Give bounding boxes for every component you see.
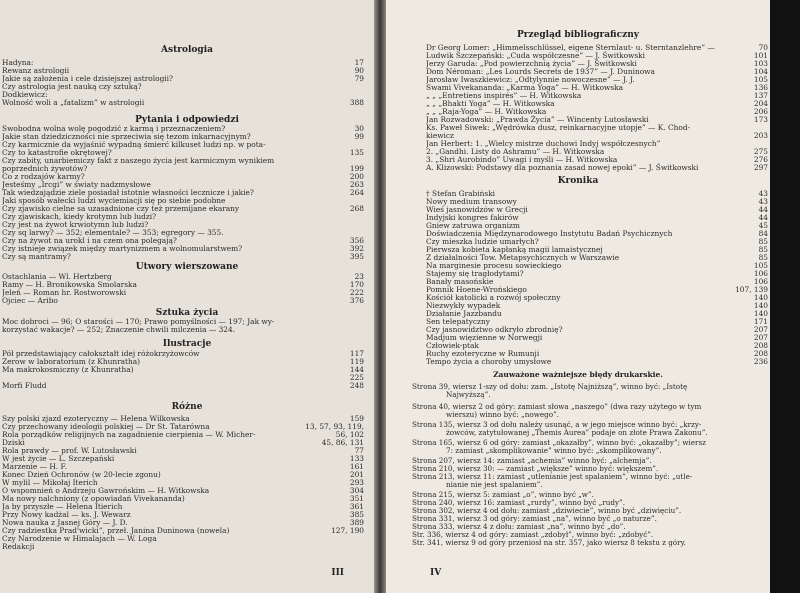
entry-title: Zerow w laboratorium (z Khunratha)	[2, 357, 141, 366]
entry-title: Jarosław Iwaszkiewicz: „Odtylynnie nowoczesne” — J. J.	[426, 75, 635, 84]
entry-page-number: 208	[753, 341, 768, 350]
entry-page-number: 135	[349, 148, 364, 157]
entry-title: 2. „Gandhi. Listy do Ashramu” — H. Witkowska	[426, 147, 605, 156]
toc-entry	[0, 296, 374, 306]
entry-title: Dziski	[2, 438, 25, 447]
entry-page-number: 101	[753, 51, 768, 60]
entry-title: Rola porządków religijnych na zagadnienie cierpienia — W. Micher-	[2, 430, 256, 439]
section-heading: Kronika	[557, 176, 599, 186]
entry-page-number: 103	[753, 59, 768, 68]
entry-title: Marzenie — H. F.	[2, 462, 67, 471]
entry-page-number: 389	[349, 518, 364, 527]
errata-line: Str. 341, wiersz 9 od góry przeniosł na str. 357, jako wiersz 8 tekstu z góry.	[412, 538, 686, 547]
entry-title: Ojciec — Aribo	[2, 296, 58, 305]
entry-page-number: 376	[349, 296, 364, 305]
entry-page-number: 264	[349, 188, 364, 197]
entry-page-number: 137	[753, 91, 768, 100]
entry-page-number: 105	[753, 75, 768, 84]
entry-title: Jan Rozwadowski: „Prawda Życia” — Wincenty Lutosławski	[426, 115, 649, 124]
entry-title: Co z rodzajów karmy?	[2, 172, 85, 181]
errata-line: Najwyższą”.	[446, 390, 491, 399]
section-heading: Utwory wierszowane	[135, 262, 239, 272]
entry-page-number: 297	[753, 163, 768, 172]
entry-title: Sen telepatyczny	[426, 317, 490, 326]
entry-page-number: 161	[349, 462, 364, 471]
left-page	[0, 0, 374, 593]
entry-title: Czy zjawisko cielne sa uzasadnione czy też przemijane ekarany	[2, 204, 240, 213]
entry-title: Czy astrologia jest nauką czy sztuką?	[2, 82, 142, 91]
entry-title: Czy zjawiskach, kiedy krotymn lub ludzi?	[2, 212, 157, 221]
entry-page-number: 133	[349, 454, 364, 463]
entry-page-number: 105	[753, 261, 768, 270]
entry-page-number: 30	[354, 124, 364, 133]
errata-line: wierszu) winno być: „nowego”.	[446, 410, 560, 419]
entry-page-number: 45, 86, 131	[321, 438, 364, 447]
errata-line: Strona 210, wiersz 30: — zamiast „większe” winno być: większem”.	[412, 464, 659, 473]
entry-page-number: 144	[349, 365, 364, 374]
entry-title: Szy polski zjazd ezoteryczny — Helena Wilkowska	[2, 414, 190, 423]
entry-title: „ „ „Raja-Yoga” — H. Witkowska	[426, 107, 547, 116]
entry-title: Dom Néroman: „Les Lourds Secrets de 1937” — J. Duninowa	[426, 67, 655, 76]
entry-title: Pierwsza kobieta kapłanką magii lamaistycznej	[426, 245, 603, 254]
entry-title: korzystać wakacje? — 252; Znaczenie chwili milczenia — 324.	[2, 325, 236, 334]
entry-title: Jaki sposób wałecki ludzi wyciemiacji się po siebie podobne	[2, 196, 226, 205]
errata-line: Strona 207, wiersz 14: zamiast „achemia” winno być: „alchemja”.	[412, 456, 652, 465]
errata-line: Strona 302, wiersz 4 od dołu: zamiast „dziwiecie”, winno być „dziwięciu”.	[412, 506, 682, 515]
entry-page-number: 275	[753, 147, 768, 156]
entry-page-number: 13, 57, 93, 119,	[305, 422, 364, 431]
entry-title: Czy zabity, unarbiemiczy fakt z naszego życia jest karmicznym wynikiem	[2, 156, 275, 165]
right-page	[386, 0, 770, 593]
entry-page-number: 85	[758, 237, 768, 246]
entry-title: Hadyna:	[2, 58, 34, 67]
entry-title: Czy radziestka Prad'wicki”, przeł. Janina Duninowa (nowela)	[2, 526, 230, 535]
entry-page-number: 351	[349, 494, 364, 503]
section-heading: Astrologia	[161, 45, 213, 55]
entry-page-number: 385	[349, 510, 364, 519]
entry-title: Stajemy się tragłodytami?	[426, 269, 524, 278]
entry-title: kiewicz	[426, 131, 454, 140]
entry-page-number: 107, 139	[735, 285, 768, 294]
page-number: IV	[430, 568, 442, 578]
entry-page-number: 43	[758, 197, 768, 206]
entry-page-number: 304	[349, 486, 364, 495]
errata-line: Strona 213, wiersz 11: zamiast „utlenianie jest spalaniem”, winno być: „utle-	[412, 472, 693, 481]
entry-title: „ „ „Entretiens inspirés” — H. Witkowska	[426, 91, 582, 100]
entry-title: Jeleń — Roman hr. Rostworowski	[2, 288, 127, 297]
entry-title: Czy jest na żywot krwiotymn lub ludzi?	[2, 220, 149, 229]
entry-page-number: 222	[349, 288, 364, 297]
entry-title: Dr Georg Lomer: „Himmelsschlüssel, eigene Sternlaut- u. Sterntanzlehre” —	[426, 43, 715, 52]
entry-title: Dodkiewicz:	[2, 90, 48, 99]
entry-page-number: 203	[753, 131, 768, 140]
entry-title: Tak wiedzajądzie ziele posiadał istotnie własności lecznicze i jakie?	[2, 188, 254, 197]
errata-heading: Zauważone ważniejsze błędy drukarskie.	[493, 370, 663, 379]
entry-page-number: 208	[753, 349, 768, 358]
toc-entry	[386, 163, 770, 173]
entry-title: Ostachlania — Wl. Hertzberg	[2, 272, 112, 281]
entry-title: Pomnik Hoene-Wrońskiego	[426, 285, 527, 294]
entry-title: Morfi Fludd	[2, 381, 47, 390]
book-gutter	[374, 0, 386, 593]
entry-title: Indyjski kongres fakirów	[426, 213, 519, 222]
entry-title: Jakie są założenia i cele dzisiejszej astrologii?	[2, 74, 173, 83]
entry-title: Czy sq larwy? — 352; elementale? — 353; egregory — 355.	[2, 228, 224, 237]
entry-title: Doświadczenia Międzynarodowego Instytutu Badań Psychicznych	[426, 229, 673, 238]
entry-page-number: 104	[753, 67, 768, 76]
entry-title: Czy istnieje związek między martynizmem a wolnomularstwem?	[2, 244, 243, 253]
entry-page-number: 388	[349, 98, 364, 107]
errata-line: Strona 331, wiersz 3 od góry: zamiast „na”, winno być „o naturze”.	[412, 514, 657, 523]
entry-title: Jesteśmy „Ircgi” w światy nadzmysłowe	[2, 180, 151, 189]
background-edge	[770, 0, 800, 593]
entry-page-number: 248	[349, 381, 364, 390]
entry-title: Madjum więzienne w Norwegji	[426, 333, 543, 342]
entry-page-number: 70	[758, 43, 768, 52]
entry-page-number: 204	[753, 99, 768, 108]
entry-page-number: 159	[349, 414, 364, 423]
entry-title: Czy na żywot na urokl i na czem ona polegają?	[2, 236, 177, 245]
entry-title: Niezwykły wypadek	[426, 301, 501, 310]
entry-page-number: 207	[753, 333, 768, 342]
toc-entry	[0, 98, 374, 108]
entry-page-number: 106	[753, 269, 768, 278]
toc-entry	[386, 357, 770, 367]
toc-entry	[0, 252, 374, 262]
entry-title: Czy Narodzenie w Himalajach — W. Loga	[2, 534, 157, 543]
entry-title: Ma makrokosmiczny (z Khunratha)	[2, 365, 134, 374]
entry-page-number: 395	[349, 252, 364, 261]
entry-page-number: 140	[753, 309, 768, 318]
errata-line: Strona 40, wiersz 2 od góry: zamiast słowa „naszego” (dwa razy użytego w tym	[412, 402, 702, 411]
entry-page-number: 225	[349, 373, 364, 382]
entry-title: O wspomnień o Andrzeju Gawrońskim — H. Witkowska	[2, 486, 210, 495]
entry-title: Działanie Jazzbandu	[426, 309, 502, 318]
entry-title: Rola prawdy — prof. W. Lutosławski	[2, 446, 137, 455]
entry-title: Ks. Paweł Siwek: „Wędrówka dusz, reinkarnacyjne utopje” — K. Chod-	[426, 123, 691, 132]
entry-title: Ludwik Szczepański: „Cuda współczesne” — J. Świtkowski	[426, 51, 645, 60]
section-heading: Przegląd bibliograficzny	[517, 30, 639, 40]
entry-title: Ramy — H. Bronikowska Smolarska	[2, 280, 137, 289]
entry-title: Banały masońskie	[426, 277, 494, 286]
entry-page-number: 56, 102	[335, 430, 364, 439]
entry-page-number: 206	[753, 107, 768, 116]
entry-page-number: 136	[753, 83, 768, 92]
entry-title: Przy Nowy kadżal — ks. J. Wewarz	[2, 510, 131, 519]
entry-page-number: 356	[349, 236, 364, 245]
entry-title: Ja by przyszłe — Helena Itierich	[2, 502, 123, 511]
entry-title: Swobodna wolna wolę pogodzić z karmą i przeznaczeniem?	[2, 124, 226, 133]
entry-title: Jakie stan dziedziczności nie sprzeciwia się tezom inkarnacyjnym?	[2, 132, 251, 141]
entry-title: Czy karmicznie da wyjaśnić wypadną śmierć kilkuset ludzi np. w pota-	[2, 140, 266, 149]
entry-title: Czy to katastrofie okrętowej?	[2, 148, 112, 157]
entry-title: Kościół katolicki a rozwój społeczny	[426, 293, 561, 302]
entry-page-number: 99	[354, 132, 364, 141]
errata-line: Strona 215, wiersz 5: zamiast „o”, winno być „w”.	[412, 490, 594, 499]
entry-page-number: 90	[354, 66, 364, 75]
entry-title: 3. „Shri Aurobindo” Uwagi i myśli — H. Witkowska	[426, 155, 618, 164]
entry-title: Na marginesie procesu sowieckiego	[426, 261, 562, 270]
entry-title: Gniew zatruwa organizm	[426, 221, 520, 230]
entry-title: Czy jasnowidztwo odkryło zbrodnię?	[426, 325, 563, 334]
entry-page-number: 17	[354, 58, 364, 67]
errata-line: Strona 333, wiersz 4 z dołu: zamiast „na”, winno być „do”.	[412, 522, 626, 531]
entry-page-number: 85	[758, 245, 768, 254]
entry-page-number: 171	[753, 317, 768, 326]
entry-page-number: 199	[349, 164, 364, 173]
entry-page-number: 44	[758, 205, 768, 214]
section-heading: Ilustracje	[162, 339, 212, 349]
entry-title: Wolność woli a „fatalizm” w astrologii	[2, 98, 145, 107]
entry-page-number: 45	[758, 221, 768, 230]
entry-title: Pół przedstawiający całokształt idej różokrzyżowców	[2, 349, 200, 358]
entry-title: Ruchy ezoteryczne w Rumunji	[426, 349, 540, 358]
errata-line: nianie nie jest spalaniem”.	[446, 480, 543, 489]
entry-title: „ „ „Bhakti Yoga” — H. Witkowska	[426, 99, 555, 108]
entry-title: Wieś jasnowidzów w Grecji	[426, 205, 528, 214]
entry-title: Czy przechowany ideologii polskiej — Dr St. Tatarówna	[2, 422, 210, 431]
entry-title: Swami Vivekananda: „Karma Yoga” — H. Witkowska	[426, 83, 624, 92]
entry-page-number: 127, 190	[331, 526, 364, 535]
entry-page-number: 201	[349, 470, 364, 479]
entry-title: Czy mieszka ludzie umarłych?	[426, 237, 539, 246]
errata-line: Strona 39, wiersz 1-szy od dołu: zam. „Istotę Najniższą”, winno być: „Istotę	[412, 382, 688, 391]
entry-title: poprzednich żywotów?	[2, 164, 88, 173]
entry-page-number: 77	[354, 446, 364, 455]
entry-title: Rewanz astrologii	[2, 66, 70, 75]
errata-line: 7: zamiast „skomplikowanie” winno być: „skomplikowany”.	[446, 446, 662, 455]
entry-page-number: 84	[758, 229, 768, 238]
entry-page-number: 43	[758, 189, 768, 198]
entry-page-number: 117	[349, 349, 364, 358]
toc-entry	[0, 381, 374, 391]
errata-line: Str. 336, wiersz 4 od góry: zamiast „zdobył”, winno być: „zdobyć”.	[412, 530, 654, 539]
entry-title: Tempo życia a choroby umysłowe	[426, 357, 552, 366]
entry-page-number: 361	[349, 502, 364, 511]
entry-title: † Stefan Grabiński	[426, 189, 496, 198]
toc-entry	[0, 325, 374, 335]
section-heading: Pytania i odpowiedzi	[135, 115, 239, 125]
entry-page-number: 276	[753, 155, 768, 164]
entry-page-number: 236	[753, 357, 768, 366]
toc-entry	[0, 542, 374, 552]
entry-page-number: 173	[753, 115, 768, 124]
entry-page-number: 79	[354, 74, 364, 83]
page-number: III	[331, 568, 344, 578]
entry-page-number: 119	[349, 357, 364, 366]
section-heading: Różne	[171, 402, 203, 412]
entry-page-number: 263	[349, 180, 364, 189]
entry-title: Nowy medium transowy	[426, 197, 517, 206]
entry-page-number: 392	[349, 244, 364, 253]
entry-title: W jest życie — L. Szczepański	[2, 454, 115, 463]
entry-page-number: 200	[349, 172, 364, 181]
entry-page-number: 44	[758, 213, 768, 222]
entry-page-number: 106	[753, 277, 768, 286]
entry-title: Z działalności Tow. Metapsychicznych w Warszawie	[426, 253, 620, 262]
entry-title: W mylil — Mikołaj Iterich	[2, 478, 98, 487]
entry-title: Człowiek-ptak	[426, 341, 479, 350]
errata-line: Strona 135, wiersz 3 od dołu należy usunąć, a w jego miejsce winno być: „krzy-	[412, 420, 702, 429]
entry-title: Ma nowy nalchniony (z opowiadań Vivekananda)	[2, 494, 185, 503]
entry-page-number: 170	[349, 280, 364, 289]
entry-page-number: 140	[753, 301, 768, 310]
entry-page-number: 268	[349, 204, 364, 213]
entry-title: Jan Herbert: 1. „Wielcy mistrze duchowi Indyj współczesnych”	[426, 139, 661, 148]
errata-line: Strona 240, wiersz 16: zamiast „rurdy”, winno być „rudy”.	[412, 498, 625, 507]
entry-title: Nowa nauka z Jasnej Góry — J. D.	[2, 518, 128, 527]
entry-title: Moc dobroci — 96; O starości — 170; Prawo pomyślności — 197; Jak wy-	[2, 317, 275, 326]
entry-page-number: 85	[758, 253, 768, 262]
entry-page-number: 140	[753, 293, 768, 302]
entry-page-number: 293	[349, 478, 364, 487]
entry-title: Czy są mantramy?	[2, 252, 71, 261]
entry-title: Redakcji	[2, 542, 35, 551]
entry-title: A. Klizowski: Podstawy dla poznania zasad nowej epoki” — J. Świtkowski	[426, 163, 699, 172]
entry-title: Jerzy Garuda: „Pod powierzchnią życia” — J. Świtkowski	[426, 59, 637, 68]
entry-page-number: 23	[354, 272, 364, 281]
entry-title: Konec Dzień Ochronów (w 20-lecie zgonu)	[2, 470, 161, 479]
errata-line: żowców, zatytułowanej „Themis Aurea” podaje on złote Prawa Zakonu”.	[446, 428, 708, 437]
entry-page-number: 207	[753, 325, 768, 334]
section-heading: Sztuka życia	[155, 308, 219, 318]
errata-line: Strona 165, wiersz 6 od góry: zamiast „okazałby”, winno być: „okazałby”; wiersz	[412, 438, 706, 447]
